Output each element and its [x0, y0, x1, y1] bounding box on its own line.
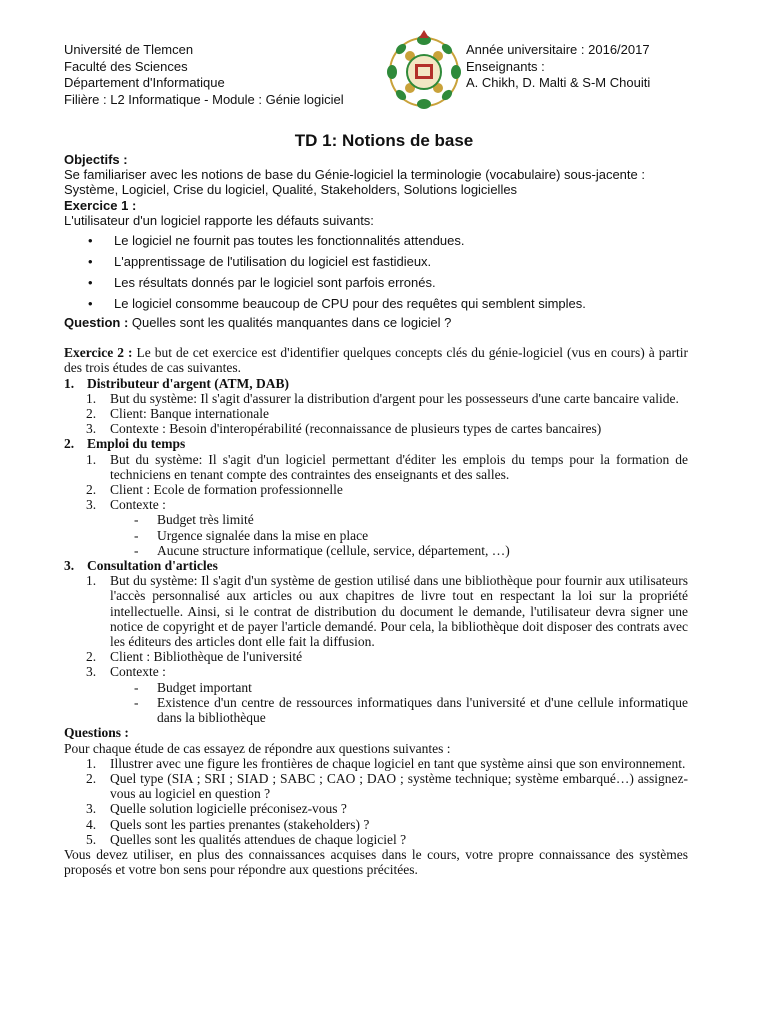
closing-paragraph: Vous devez utiliser, en plus des connaissances acquises dans le cours, votre propre connaissance des systèmes proposés et votre bon sens pour répondre aux questions précitées.: [64, 846, 688, 878]
list-item: • L'apprentissage de l'utilisation du logiciel est fastidieux.: [88, 254, 432, 270]
teachers-names: A. Chikh, D. Malti & S-M Chouiti: [466, 75, 651, 90]
exercise2-section: [64, 345, 688, 877]
faculty-name: Faculté des Sciences: [64, 58, 188, 74]
defect-text: Le logiciel consomme beaucoup de CPU pour des requêtes qui semblent simples.: [114, 296, 586, 312]
course-line: Filière : L2 Informatique - Module : Génie logiciel: [64, 91, 344, 107]
list-item: 1. But du système: Il s'agit d'un logiciel permettant d'éditer les emplois du temps pour la formation de techniciens en tenant compte des contraintes des enseignants et des salles.: [86, 451, 688, 482]
defect-text: L'apprentissage de l'utilisation du logiciel est fastidieux.: [114, 254, 432, 270]
question-label: Question :: [64, 315, 129, 331]
list-item: 2. Client : Ecole de formation professionnelle: [86, 482, 343, 498]
list-item: 1. But du système: Il s'agit d'assurer la distribution d'argent pour les possesseurs d'une carte bancaire valide.: [86, 390, 679, 406]
questions-heading: Questions :: [64, 725, 129, 741]
exercise1-intro: L'utilisateur d'un logiciel rapporte les défauts suivants:: [64, 212, 374, 228]
university-name: Université de Tlemcen: [64, 42, 194, 57]
list-item: - Urgence signalée dans la mise en place: [134, 527, 369, 543]
case-study-articles: [64, 558, 688, 725]
objectifs-section: [64, 152, 688, 198]
list-item: 2. Client: Banque internationale: [86, 406, 269, 422]
list-item: 5. Quelles sont les qualités attendues de chaque logiciel ?: [86, 831, 407, 847]
exercise1-heading: Exercice 1 :: [64, 197, 137, 213]
list-item: - Budget important: [134, 679, 252, 695]
institution-block: [64, 42, 344, 108]
exercise1-section: [64, 198, 688, 331]
list-item: 3. Contexte :: [86, 664, 166, 680]
question-text: Quelles sont les qualités manquantes dans ce logiciel ?: [128, 315, 452, 331]
teachers-label: Enseignants :: [466, 58, 545, 74]
year-teachers-block: [466, 42, 650, 92]
academic-year: Année universitaire : 2016/2017: [466, 42, 650, 57]
list-item: 1. Illustrer avec une figure les frontières de chaque logiciel en tant que système ainsi que son environnement.: [86, 755, 686, 771]
exercise2-intro: Le but de cet exercice est d'identifier quelques concepts clés du génie-logiciel (vus en cours) à partir des trois études de cas suivantes.: [64, 345, 688, 376]
questions-intro: Pour chaque étude de cas essayez de répondre aux questions suivantes :: [64, 740, 451, 756]
defect-text: Les résultats donnés par le logiciel sont parfois erronés.: [114, 275, 436, 291]
list-item: 1. But du système: Il s'agit d'un système de gestion utilisé dans une bibliothèque pour fournir aux utilisateurs l'accès personnalisé aux articles ou aux chapitres de livre tout en respectant la loi sur la propriété intellectuelle. Ainsi, si le contrat de distribution du document le demande, l'utilisateur devra signer une notice de copyright et de payer l'article demandé. Pour cela, la bibliothèque doit disposer des contrats avec les éditeurs des articles dont elle fait la diffusion.: [86, 573, 688, 650]
exercise1-question: [64, 315, 688, 330]
list-item: 3. Contexte : Besoin d'interopérabilité (reconnaissance de plusieurs types de cartes bancaires): [86, 421, 602, 437]
list-item: 2. Quel type (SIA ; SRI ; SIAD ; SABC ; CAO ; DAO ; système technique; système embarqué…) assignez-vous au logiciel en question ?: [86, 770, 688, 802]
case-study-atm: [64, 376, 688, 437]
list-item: 3. Quelle solution logicielle préconisez-vous ?: [86, 801, 347, 817]
list-item: • Le logiciel consomme beaucoup de CPU pour des requêtes qui semblent simples.: [88, 296, 586, 312]
list-item: 3. Contexte :: [86, 497, 166, 513]
exercise2-intro-block: [64, 345, 688, 375]
exercise2-heading: Exercice 2 :: [64, 345, 133, 361]
case-title: 2. Emploi du temps: [64, 436, 186, 452]
list-item: - Existence d'un centre de ressources informatiques dans l'université et d'une cellule informatique dans la bibliothèque: [134, 694, 688, 726]
list-item: - Budget très limité: [134, 512, 254, 528]
questions-section: [64, 725, 688, 877]
list-item: 2. Client : Bibliothèque de l'université: [86, 649, 303, 665]
case-title: 3. Consultation d'articles: [64, 558, 218, 574]
defect-text: Le logiciel ne fournit pas toutes les fonctionnalités attendues.: [114, 233, 465, 249]
list-item: • Le logiciel ne fournit pas toutes les fonctionnalités attendues.: [88, 233, 465, 249]
department-name: Département d'Informatique: [64, 75, 225, 90]
objectifs-line2: Système, Logiciel, Crise du logiciel, Qualité, Stakeholders, Solutions logicielles: [64, 182, 518, 198]
document-body: [64, 152, 688, 877]
objectifs-heading: Objectifs :: [64, 152, 128, 167]
university-logo: [385, 26, 463, 112]
list-item: - Aucune structure informatique (cellule, service, département, …): [134, 542, 510, 558]
list-item: 4. Quels sont les parties prenantes (stakeholders) ?: [86, 816, 370, 832]
case-study-timetable: [64, 436, 688, 558]
objectifs-line1: Se familiariser avec les notions de base du Génie-logiciel la terminologie (vocabulaire) sous-jacente :: [64, 167, 645, 183]
page-title: TD 1: Notions de base: [294, 131, 474, 150]
case-title: 1. Distributeur d'argent (ATM, DAB): [64, 375, 289, 391]
list-item: • Les résultats donnés par le logiciel sont parfois erronés.: [88, 275, 436, 291]
